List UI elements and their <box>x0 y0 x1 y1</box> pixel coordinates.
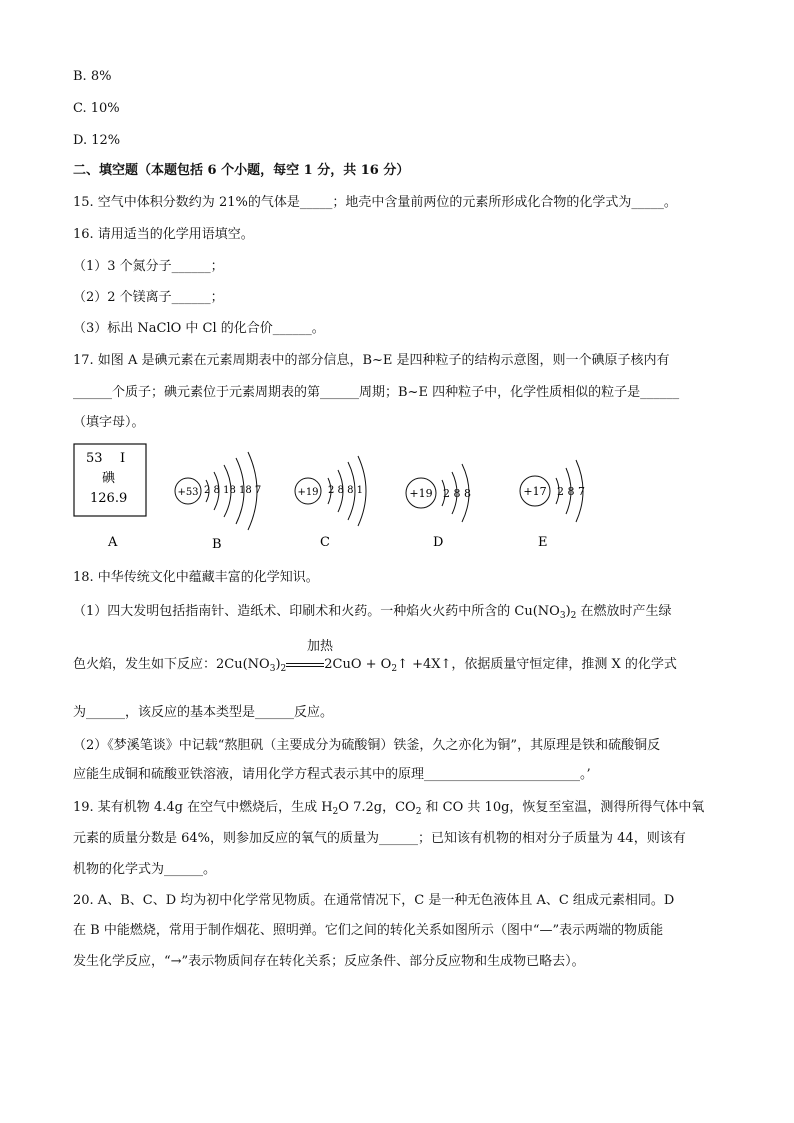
particle-b <box>175 452 261 530</box>
question-19-line-2: 元素的质量分数是 64%，则参加反应的氧气的质量为______；已知该有机物的相对分子质量为 44，则该有 <box>73 831 686 846</box>
question-16-item-1: （1）3 个氮分子______； <box>73 259 224 274</box>
figure-label-c: C <box>320 535 330 550</box>
figure-label-e: E <box>538 535 548 550</box>
figure-label-d: D <box>433 535 444 550</box>
periodic-table-cell <box>74 444 146 516</box>
question-17-line-2: ______个质子；碘元素位于元素周期表的第______周期；B~E 四种粒子中，化学性质相似的粒子是______ <box>73 385 680 400</box>
particle-e-nucleus: +17 <box>523 485 547 498</box>
q18-p1a-end: 在燃放时产生绿 <box>576 604 672 619</box>
particle-c-nucleus: +19 <box>297 487 319 498</box>
option-c: C. 10% <box>73 101 120 116</box>
particle-b-electrons: 2 8 18 18 7 <box>204 485 262 496</box>
question-19-line-1 <box>73 799 704 821</box>
question-18-part-2-line-2: 应能生成铜和硫酸亚铁溶液，请用化学方程式表示其中的原理________________________。’ <box>73 767 591 782</box>
q19-l1b: O 7.2g，CO <box>338 800 416 815</box>
q18-p1a-sub: 3 <box>559 611 566 621</box>
particle-d <box>406 464 471 522</box>
question-18-part-1-line-1 <box>73 603 672 625</box>
particle-e <box>520 460 585 522</box>
question-18-part-2-line-1: （2）《梦溪笔谈》中记载“熬胆矾（主要成分为硫酸铜）铁釜，久之亦化为铜”，其原理是铁和硫酸铜反 <box>73 738 661 753</box>
q18-p1b-start: 色火焰，发生如下反应：2Cu(NO <box>73 657 270 672</box>
q18-p1b-end: ↑ +4X↑，依据质量守恒定律，推测 X 的化学式 <box>397 657 677 672</box>
q19-l1-sub: 2 <box>332 807 339 817</box>
question-20-line-2: 在 B 中能燃烧，常用于制作烟花、照明弹。它们之间的转化关系如图所示（图中“—”表示两端的物质能 <box>73 923 664 938</box>
q18-p1b-eq: 2CuO + O <box>324 657 392 672</box>
question-20-line-1: 20. A、B、C、D 均为初中化学常见物质。在通常情况下，C 是一种无色液体且 A、C 组成元素相同。D <box>73 893 675 908</box>
question-17-line-3: （填字母）。 <box>73 415 145 430</box>
atomic-structure-figure <box>70 440 710 555</box>
question-20-line-3: 发生化学反应，“→”表示物质间存在转化关系；反应条件、部分反应物和生成物已略去）。 <box>73 954 585 969</box>
question-18-part-1-line-3: 为______，该反应的基本类型是______反应。 <box>73 705 334 720</box>
figure-label-b: B <box>212 537 222 552</box>
particle-e-electrons: 2 8 7 <box>557 485 585 498</box>
reaction-equals-sign <box>286 663 324 667</box>
q18-p1a-sub2: 2 <box>570 611 577 621</box>
q18-p1b-sub2: 2 <box>280 664 287 674</box>
particle-d-nucleus: +19 <box>409 487 433 500</box>
figure-label-a: A <box>108 535 118 550</box>
q18-p1b-sub: 3 <box>269 664 276 674</box>
particle-b-nucleus: +53 <box>177 487 199 498</box>
option-d: D. 12% <box>73 133 121 148</box>
particle-d-electrons: 2 8 8 <box>443 487 471 500</box>
element-name: 碘 <box>102 471 116 486</box>
q19-l1-sub2: 2 <box>415 807 422 817</box>
q19-l1a: 19. 某有机物 4.4g 在空气中燃烧后，生成 H <box>73 800 333 815</box>
question-17-line-1: 17. 如图 A 是碘元素在元素周期表中的部分信息，B~E 是四种粒子的结构示意图，则一个碘原子核内有 <box>73 353 670 368</box>
element-symbol: I <box>120 451 126 466</box>
option-b: B. 8% <box>73 69 112 84</box>
particle-c-electrons: 2 8 8 1 <box>328 485 363 496</box>
question-15: 15. 空气中体积分数约为 21%的气体是_____；地壳中含量前两位的元素所形成化合物的化学式为_____。 <box>73 195 677 210</box>
section-title: 二、填空题（本题包括 6 个小题，每空 1 分，共 16 分） <box>73 163 410 178</box>
q18-p1b-mid: ) <box>275 657 281 672</box>
question-19-line-3: 机物的化学式为______。 <box>73 862 217 877</box>
question-16-stem: 16. 请用适当的化学用语填空。 <box>73 227 254 242</box>
q19-l1c: 和 CO 共 10g，恢复至室温，测得所得气体中氧 <box>421 800 705 815</box>
q18-p1a-text: （1）四大发明包括指南针、造纸术、印刷术和火药。一种焰火火药中所含的 Cu(NO <box>73 604 560 619</box>
question-16-item-2: （2）2 个镁离子______； <box>73 290 224 305</box>
atomic-number: 53 <box>86 451 103 466</box>
q18-p1b-sub3: 2 <box>391 664 398 674</box>
q18-p1a-paren: ) <box>565 604 571 619</box>
question-18-part-1-line-2 <box>73 656 677 678</box>
question-18-stem: 18. 中华传统文化中蕴藏丰富的化学知识。 <box>73 570 319 585</box>
reaction-condition: 加热 <box>307 639 334 654</box>
question-16-item-3: （3）标出 NaClO 中 Cl 的化合价______。 <box>73 321 325 336</box>
particle-c <box>295 456 366 526</box>
atomic-mass: 126.9 <box>90 491 128 506</box>
